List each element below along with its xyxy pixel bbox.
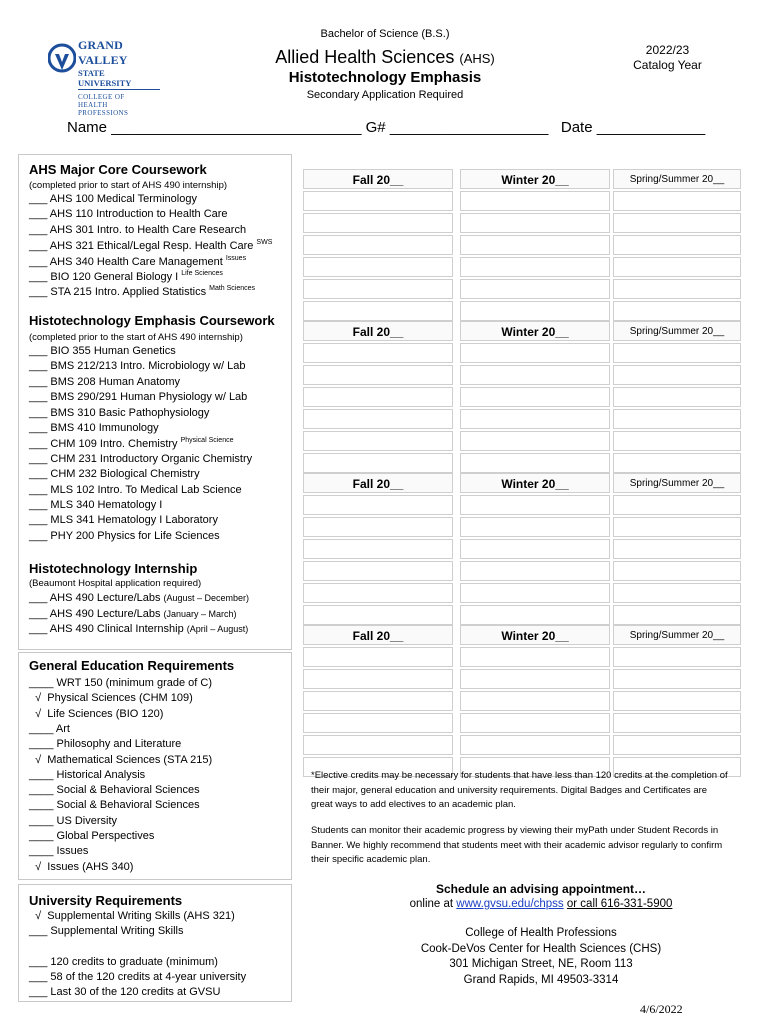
student-info-line <box>67 119 705 136</box>
course-slot[interactable] <box>613 561 741 581</box>
course-slot[interactable] <box>613 279 741 299</box>
course-item[interactable] <box>29 360 245 372</box>
college-address <box>380 926 702 988</box>
logo-line-3: COLLEGE OF <box>78 93 125 101</box>
term-header: Spring/Summer 20__ <box>613 169 741 189</box>
course-slot[interactable] <box>613 343 741 363</box>
course-slot[interactable] <box>460 365 610 385</box>
course-item[interactable] <box>29 623 248 635</box>
course-slot[interactable] <box>303 713 453 733</box>
catalog-year <box>620 43 715 73</box>
emphasis-coursework-title: Histotechnology Emphasis Coursework <box>29 313 275 328</box>
course-slot[interactable] <box>613 301 741 321</box>
requirement-item[interactable]: ____ Issues <box>29 845 89 858</box>
course-slot[interactable] <box>460 669 610 689</box>
course-slot[interactable] <box>303 301 453 321</box>
advising-link[interactable]: www.gvsu.edu/chpss <box>456 898 564 910</box>
course-item[interactable] <box>29 608 237 620</box>
course-item[interactable] <box>29 484 242 496</box>
address-line: College of Health Professions <box>465 927 617 939</box>
course-slot[interactable] <box>613 647 741 667</box>
course-slot[interactable] <box>460 561 610 581</box>
logo-line-2: STATE UNIVERSITY <box>78 68 160 90</box>
university-requirements-title: University Requirements <box>29 893 183 908</box>
course-slot[interactable] <box>460 583 610 603</box>
name-field[interactable]: ______________________________ <box>111 119 362 136</box>
course-slot[interactable] <box>613 539 741 559</box>
course-slot[interactable] <box>613 735 741 755</box>
course-text: ___ CHM 109 Intro. Chemistry <box>29 438 178 451</box>
course-slot[interactable] <box>613 669 741 689</box>
term-range: (August – December) <box>163 593 250 603</box>
course-slot[interactable] <box>613 213 741 233</box>
gnumber-label: G# <box>365 119 386 136</box>
course-item[interactable] <box>29 592 249 604</box>
term-header: Spring/Summer 20__ <box>613 321 741 341</box>
course-slot[interactable] <box>613 387 741 407</box>
course-slot[interactable] <box>613 235 741 255</box>
mypath-note: Students can monitor their academic progress by viewing their myPath under Student Records in Banner. We highly recommend that students meet with their academic advisor regularly to confirm their specific academic plan. <box>311 825 723 865</box>
emphasis-coursework-subtitle: (completed prior to the start of AHS 490 internship) <box>29 332 243 343</box>
course-text: ___ AHS 100 Medical Terminology <box>29 193 197 205</box>
address-line: Cook-DeVos Center for Health Sciences (CHS) <box>420 942 662 955</box>
course-slot[interactable] <box>303 409 453 429</box>
course-item[interactable] <box>29 345 176 357</box>
logo-line-1: GRAND VALLEY <box>78 38 128 67</box>
course-slot[interactable] <box>613 605 741 625</box>
course-slot[interactable] <box>303 343 453 363</box>
term-header: Fall 20__ <box>303 321 453 341</box>
requirement-item[interactable]: ____ WRT 150 (minimum grade of C) <box>29 677 212 689</box>
course-slot[interactable] <box>303 691 453 711</box>
course-text: ___ BMS 290/291 Human Physiology w/ Lab <box>29 391 248 404</box>
course-text: ___ BMS 410 Immunology <box>29 422 159 434</box>
term-header: Spring/Summer 20__ <box>613 625 741 645</box>
course-slot[interactable] <box>303 561 453 581</box>
course-slot[interactable] <box>303 191 453 211</box>
course-slot[interactable] <box>460 453 610 473</box>
requirement-tag: SWS <box>256 239 273 247</box>
date-label: Date <box>560 119 593 136</box>
course-slot[interactable] <box>460 495 610 515</box>
course-slot[interactable] <box>460 191 610 211</box>
course-slot[interactable] <box>303 213 453 233</box>
course-item[interactable] <box>29 422 159 434</box>
revision-date: 4/6/2022 <box>640 1002 683 1016</box>
name-label: Name <box>67 119 108 136</box>
course-item[interactable] <box>29 239 272 252</box>
course-slot[interactable] <box>460 735 610 755</box>
term-range: (April – August) <box>186 624 249 634</box>
course-text: ___ AHS 301 Intro. to Health Care Research <box>29 223 247 236</box>
course-slot[interactable] <box>460 647 610 667</box>
course-slot[interactable] <box>460 605 610 625</box>
course-item[interactable] <box>29 224 246 236</box>
course-item[interactable] <box>29 407 209 419</box>
gnumber-field[interactable]: ___________________ <box>389 119 549 136</box>
date-field[interactable]: _____________ <box>596 119 706 136</box>
course-item[interactable] <box>29 499 162 511</box>
course-text: ___ AHS 490 Clinical Internship <box>29 623 184 635</box>
course-slot[interactable] <box>303 431 453 451</box>
requirement-item[interactable]: √ Issues (AHS 340) <box>29 860 134 873</box>
course-text: ___ PHY 200 Physics for Life Sciences <box>29 529 220 542</box>
address-line: Grand Rapids, MI 49503-3314 <box>463 973 619 986</box>
course-item[interactable] <box>29 285 255 298</box>
internship-subtitle: (Beaumont Hospital application required) <box>29 578 202 589</box>
course-slot[interactable] <box>613 691 741 711</box>
term-range: (January – March) <box>163 608 237 619</box>
core-title: AHS Major Core Coursework <box>29 162 207 177</box>
course-slot[interactable] <box>303 365 453 385</box>
course-slot[interactable] <box>303 279 453 299</box>
course-slot[interactable] <box>303 257 453 277</box>
gen-ed-box <box>18 652 292 880</box>
catalog-year-label: Catalog Year <box>633 58 702 72</box>
requirement-item[interactable]: √ Life Sciences (BIO 120) <box>29 707 164 720</box>
requirement-item[interactable]: ___ 120 credits to graduate (minimum) <box>29 955 218 968</box>
course-slot[interactable] <box>613 409 741 429</box>
course-slot[interactable] <box>460 343 610 363</box>
term-header: Spring/Summer 20__ <box>613 473 741 493</box>
address-line: 301 Michigan Street, NE, Room 113 <box>449 958 633 970</box>
course-slot[interactable] <box>303 235 453 255</box>
course-slot[interactable] <box>303 669 453 689</box>
course-slot[interactable] <box>613 365 741 385</box>
requirement-item[interactable]: ____ Philosophy and Literature <box>29 738 182 751</box>
contact-line <box>380 898 702 910</box>
requirement-tag: Issues <box>225 254 247 262</box>
course-slot[interactable] <box>460 431 610 451</box>
course-slot[interactable] <box>303 605 453 625</box>
course-slot[interactable] <box>613 583 741 603</box>
course-text: ___ AHS 321 Ethical/Legal Resp. Health Care <box>29 240 254 253</box>
course-text: ___ MLS 340 Hematology I <box>29 499 163 511</box>
requirement-item[interactable]: ____ Social & Behavioral Sciences <box>29 784 200 797</box>
requirement-item[interactable]: √ Physical Sciences (CHM 109) <box>29 692 193 705</box>
term-header: Winter 20__ <box>460 321 610 341</box>
course-text: ___ AHS 490 Lecture/Labs <box>29 607 161 620</box>
course-slot[interactable] <box>303 539 453 559</box>
course-item[interactable] <box>29 530 220 542</box>
course-slot[interactable] <box>460 235 610 255</box>
course-item[interactable] <box>29 208 228 220</box>
online-prefix: online at <box>409 898 454 910</box>
program-abbr: (AHS) <box>459 51 495 66</box>
course-text: ___ BMS 212/213 Intro. Microbiology w/ Lab <box>29 360 246 373</box>
requirement-item[interactable]: ____ Art <box>29 722 70 735</box>
course-slot[interactable] <box>303 647 453 667</box>
course-slot[interactable] <box>613 495 741 515</box>
course-slot[interactable] <box>303 735 453 755</box>
course-text: ___ BMS 310 Basic Pathophysiology <box>29 406 210 419</box>
course-slot[interactable] <box>303 453 453 473</box>
course-slot[interactable] <box>303 517 453 537</box>
requirement-item[interactable]: ___ Supplemental Writing Skills <box>29 925 184 938</box>
course-text: ___ BMS 208 Human Anatomy <box>29 375 181 388</box>
requirement-item[interactable]: ____ Global Perspectives <box>29 830 155 842</box>
requirement-item[interactable]: ___ Last 30 of the 120 credits at GVSU <box>29 986 221 998</box>
course-item[interactable] <box>29 453 252 465</box>
term-header: Fall 20__ <box>303 473 453 493</box>
course-text: ___ AHS 110 Introduction to Health Care <box>29 208 228 221</box>
requirement-item[interactable]: ____ US Diversity <box>29 814 118 827</box>
secondary-application-note: Secondary Application Required <box>306 89 464 101</box>
course-item[interactable] <box>29 391 247 403</box>
course-slot[interactable] <box>460 517 610 537</box>
requirement-item[interactable]: √ Mathematical Sciences (STA 215) <box>29 753 213 766</box>
course-slot[interactable] <box>460 539 610 559</box>
phone-text: or call 616-331-5900 <box>566 898 673 910</box>
course-slot[interactable] <box>613 453 741 473</box>
schedule-title: Schedule an advising appointment… <box>435 882 647 896</box>
term-header: Winter 20__ <box>460 169 610 189</box>
internship-title: Histotechnology Internship <box>29 561 198 576</box>
elective-note: *Elective credits may be necessary for students that have less than 120 credits at the completion of their major, general education and university requirements. Digital Badges and Certificates are great ways to add electives to an academic plan. <box>311 770 728 810</box>
requirement-tag: Life Sciences <box>181 270 223 277</box>
course-text: ___ MLS 341 Hematology I Laboratory <box>29 514 218 527</box>
program-name: Allied Health Sciences <box>275 47 455 67</box>
course-text: ___ CHM 232 Biological Chemistry <box>29 468 200 481</box>
requirement-item[interactable]: √ Supplemental Writing Skills (AHS 321) <box>29 910 235 922</box>
catalog-year-value: 2022/23 <box>645 43 690 57</box>
requirement-item[interactable]: ____ Social & Behavioral Sciences <box>29 799 200 812</box>
course-slot[interactable] <box>460 691 610 711</box>
course-slot[interactable] <box>303 495 453 515</box>
course-item[interactable] <box>29 437 233 450</box>
course-slot[interactable] <box>613 257 741 277</box>
course-slot[interactable] <box>460 409 610 429</box>
requirement-item[interactable]: ___ 58 of the 120 credits at 4-year university <box>29 970 247 983</box>
course-item[interactable] <box>29 193 197 205</box>
course-slot[interactable] <box>460 713 610 733</box>
term-header: Fall 20__ <box>303 169 453 189</box>
course-slot[interactable] <box>460 279 610 299</box>
course-text: ___ MLS 102 Intro. To Medical Lab Science <box>29 483 242 496</box>
logo-line-4: HEALTH PROFESSIONS <box>78 101 129 117</box>
requirement-tag: Math Sciences <box>209 285 256 293</box>
core-subtitle: (completed prior to start of AHS 490 internship) <box>29 180 228 191</box>
course-item[interactable] <box>29 514 218 526</box>
course-slot[interactable] <box>613 191 741 211</box>
course-slot[interactable] <box>460 301 610 321</box>
course-text: ___ AHS 340 Health Care Management <box>29 255 223 268</box>
course-text: ___ CHM 231 Introductory Organic Chemistry <box>29 452 253 465</box>
course-slot[interactable] <box>613 713 741 733</box>
term-header: Fall 20__ <box>303 625 453 645</box>
university-requirements-box <box>18 884 292 1002</box>
requirement-tag: Physical Science <box>180 437 234 445</box>
course-slot[interactable] <box>303 583 453 603</box>
course-text: ___ STA 215 Intro. Applied Statistics <box>29 286 207 299</box>
term-header: Winter 20__ <box>460 473 610 493</box>
term-header: Winter 20__ <box>460 625 610 645</box>
course-text: ___ AHS 490 Lecture/Labs <box>29 592 161 604</box>
course-item[interactable] <box>29 468 200 480</box>
course-text: ___ BIO 120 General Biology I <box>29 271 179 283</box>
course-item[interactable] <box>29 270 223 283</box>
course-slot[interactable] <box>613 517 741 537</box>
course-item[interactable] <box>29 376 180 388</box>
course-slot[interactable] <box>613 431 741 451</box>
course-slot[interactable] <box>460 387 610 407</box>
emphasis-title: Histotechnology Emphasis <box>288 69 482 86</box>
requirement-item[interactable]: ____ Historical Analysis <box>29 768 146 781</box>
gen-ed-title: General Education Requirements <box>29 658 235 673</box>
course-text: ___ BIO 355 Human Genetics <box>29 345 176 357</box>
major-coursework-box <box>18 154 292 650</box>
course-slot[interactable] <box>460 213 610 233</box>
course-slot[interactable] <box>303 387 453 407</box>
course-slot[interactable] <box>460 257 610 277</box>
degree-label: Bachelor of Science (B.S.) <box>320 28 450 40</box>
course-item[interactable] <box>29 255 246 268</box>
